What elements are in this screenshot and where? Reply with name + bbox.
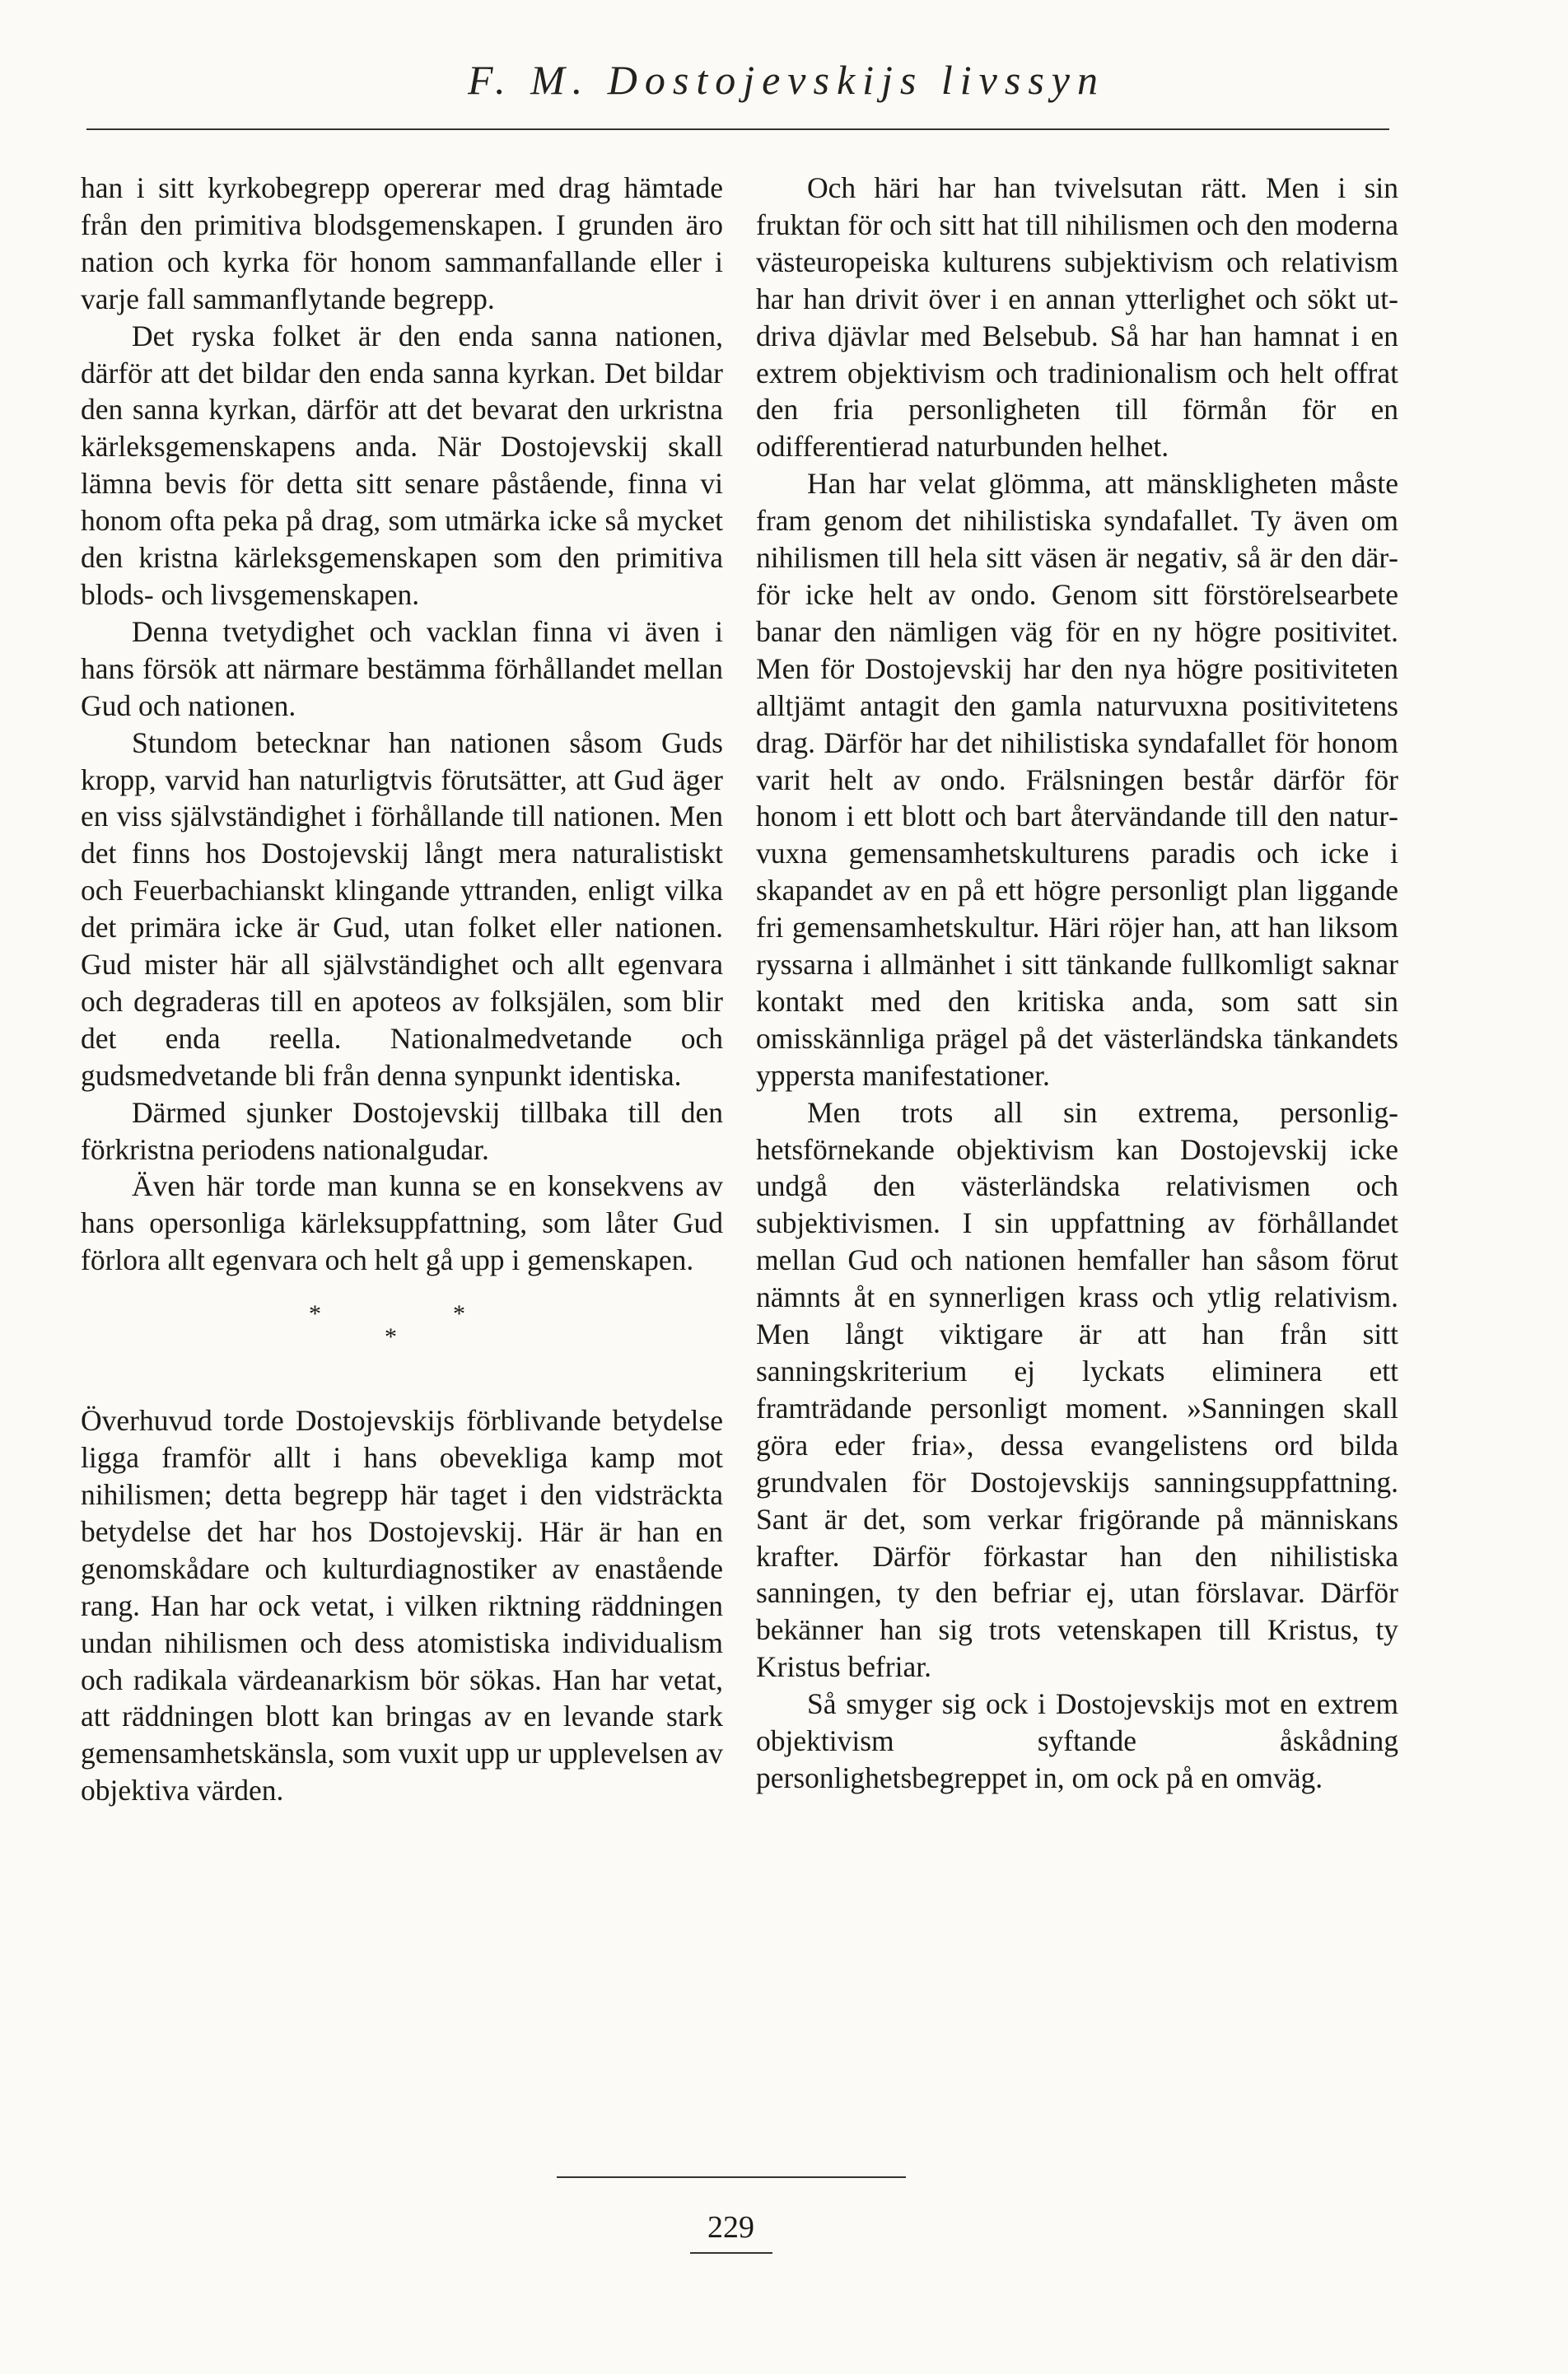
paragraph: Därmed sjunker Dostojevskij tillbaka till den förkristna periodens nationalgudar.	[81, 1095, 723, 1166]
footer-rule	[557, 2176, 906, 2178]
paragraph: Denna tvetydighet och vacklan finna vi även i hans försök att närmare bestämma förhållandet mellan Gud och nationen.	[81, 614, 723, 722]
paragraph: Så smyger sig ock i Dostojevskijs mot en extrem objektivism syftande åskådning personlighetsbegreppet in, om ock på en omväg.	[756, 1687, 1398, 1794]
paragraph: Även här torde man kunna se en konsekvens av hans opersonliga kärleksuppfattning, som låter Gud förlora allt egenvara och helt gå upp i gemenskapen.	[81, 1169, 723, 1277]
paragraph: Men trots all sin extrema, personlighetsförnekande objektivism kan Dostojevskij icke undgå den västerländska relativismen och subjektivismen. I sin uppfattning av förhållandet mellan Gud och nationen hemfaller han såsom förut nämnts åt en synnerligen krass och ytlig relativism. Men långt viktigare är att han från sitt sanningskriterium ej lyckats eliminera ett framträdande personligt moment. »Sanningen skall göra eder fria», dessa evangelistens ord bilda grundvalen för Dostojevskijs sanningsuppfattning. Sant är det, som verkar frigörande på människans krafter. Därför förkastar han den nihilistiska sanningen, ty den befriar ej, utan förslavar. Därför bekänner han sig trots vetenskapen till Kristus, ty Kristus befriar.	[756, 1095, 1398, 1684]
paragraph: Och häri har han tvivelsutan rätt. Men i sin fruktan för och sitt hat till nihilismen och den moderna västeuropeiska kulturens subjektivism och relativism har han drivit över i en annan ytterlighet och sökt utdriva djävlar med Belsebub. Så har han hamnat i en extrem objektivism och tradinionalism och helt offrat den fria personligheten till förmån för en odifferentierad naturbunden helhet.	[756, 171, 1398, 464]
asterisk: *	[453, 1300, 465, 1328]
paragraph: han i sitt kyrkobegrepp opererar med drag hämtade från den primitiva blodsgemenskapen. I grunden äro nation och kyrka för honom sammanfallande eller i varje fall sammanflytande begrepp.	[81, 171, 723, 315]
page-number: 229	[707, 2210, 754, 2245]
paragraph: Överhuvud torde Dostojevskijs förblivande betydelse ligga framför allt i hans obevekliga kamp mot nihilismen; detta begrepp här taget i den vidsträckta betydelse det har hos Dostojevskij. Här är han en genomskådare och kulturdiagnostiker av enastående rang. Han har ock vetat, i vilken riktning räddningen undan nihilismen och dess atomistiska individualism och radikala värdeanarkism bör sökas. Han har vetat, att räddningen blott kan bringas av en levande stark gemensamhetskänsla, som vuxit upp ur upplevelsen av objektiva värden.	[81, 1404, 723, 1807]
page-number-rule	[690, 2252, 772, 2254]
section-break-asterism	[81, 1279, 723, 1402]
paragraph: Stundom betecknar han nationen såsom Guds kropp, varvid han naturligtvis förutsätter, att Gud äger en viss självständighet i förhållande till nationen. Men det finns hos Dostojevskij långt mera naturalistiskt och Feuerbachianskt klingande yttranden, enligt vilka det primära icke är Gud, utan folket eller nationen. Gud mister här all självständighet och allt egenvara och degraderas till en apoteos av folksjälen, som blir det enda reella. Nationalmedvetande och gudsmedvetande bli från denna synpunkt identiska.	[81, 725, 723, 1092]
left-column	[81, 170, 723, 1809]
paragraph: Det ryska folket är den enda sanna nationen, därför att det bildar den enda sanna kyrkan. Det bildar den sanna kyrkan, därför att det bevarat den urkristna kärleksgemenskapens anda. När Dostojevskij skall lämna bevis för detta sitt senare påstående, finna vi honom ofta peka på drag, som utmärka icke så mycket den kristna kärleksgemenskapen som den primitiva blods- och livsgemenskapen.	[81, 319, 723, 611]
header-rule	[86, 128, 1389, 130]
running-title: F. M. Dostojevskijs livssyn	[468, 57, 1105, 103]
asterisk: *	[385, 1323, 397, 1351]
right-column	[756, 170, 1398, 1797]
asterisk: *	[309, 1300, 321, 1328]
paragraph: Han har velat glömma, att mänskligheten måste fram genom det nihilistiska syndafallet. Ty även om nihilismen till hela sitt väsen är negativ, så är den därför icke helt av ondo. Genom sitt förstörelsearbete banar den nämligen väg för en ny högre positivitet. Men för Dostojevskij har den nya högre positiviteten alltjämt antagit den gamla naturvuxna positivitetens drag. Därför har det nihilistiska syndafallet för honom varit helt av ondo. Frälsningen består därför för honom i ett blott och bart återvändande till den naturvuxna gemensamhetskulturens paradis och icke i skapandet av en på ett högre personligt plan liggande fri gemensamhetskultur. Häri röjer han, att han liksom ryssarna i allmänhet i sitt tänkande fullkomligt saknar kontakt med den kritiska anda, som satt sin omisskännliga prägel på det västerländska tänkandets yppersta manifestationer.	[756, 467, 1398, 1092]
